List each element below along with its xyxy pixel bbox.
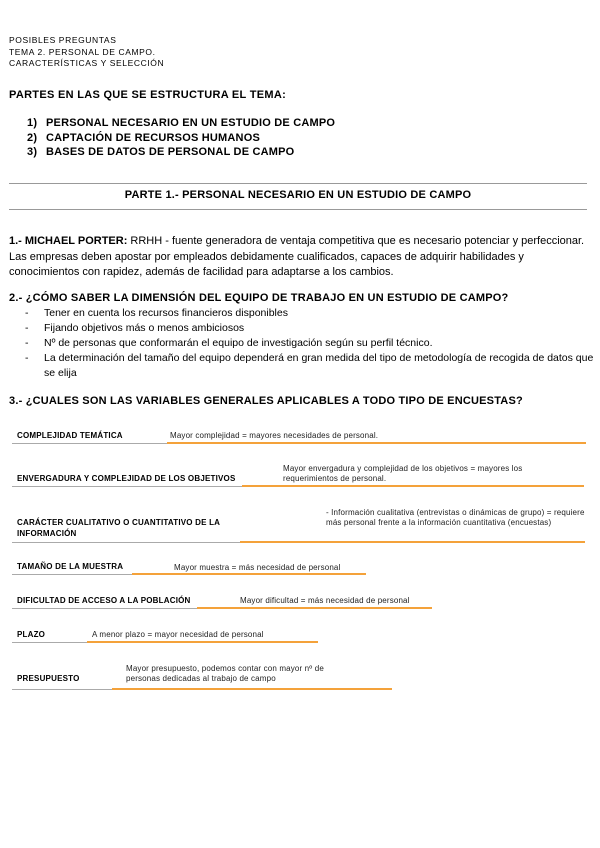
header-line: POSIBLES PREGUNTAS bbox=[9, 35, 117, 45]
divider bbox=[9, 183, 587, 184]
accent-underline bbox=[112, 688, 392, 690]
label-underline bbox=[12, 608, 197, 609]
variable-description: Mayor dificultad = más necesidad de personal bbox=[240, 596, 410, 605]
list-item: - Nº de personas que conformarán el equipo de investigación según su perfil técnico. bbox=[25, 337, 433, 349]
list-item-text: BASES DE DATOS DE PERSONAL DE CAMPO bbox=[46, 146, 295, 158]
list-item-text: Nº de personas que conformarán el equipo de investigación según su perfil técnico. bbox=[44, 337, 433, 349]
variable-description: Mayor presupuesto, podemos contar con mayor nº de personas dedicadas al trabajo de campo bbox=[126, 664, 324, 683]
accent-underline bbox=[242, 485, 584, 487]
label-underline bbox=[12, 443, 167, 444]
variable-label: COMPLEJIDAD TEMÁTICA bbox=[17, 431, 123, 440]
variable-label: TAMAÑO DE LA MUESTRA bbox=[17, 562, 124, 571]
section-heading: PARTE 1.- PERSONAL NECESARIO EN UN ESTUDIO DE CAMPO bbox=[124, 189, 472, 201]
question-heading: 3.- ¿CUALES SON LAS VARIABLES GENERALES APLICABLES A TODO TIPO DE ENCUESTAS? bbox=[9, 395, 523, 407]
accent-underline bbox=[197, 607, 432, 609]
variable-label: PLAZO bbox=[17, 630, 46, 639]
paragraph-lead: 1.- MICHAEL PORTER: bbox=[9, 235, 128, 247]
list-item-text: Fijando objetivos más o menos ambiciosos bbox=[44, 322, 245, 334]
header-line: TEMA 2. PERSONAL DE CAMPO. bbox=[9, 46, 156, 57]
variable-description: A menor plazo = mayor necesidad de personal bbox=[92, 630, 264, 639]
accent-underline bbox=[87, 641, 318, 643]
variable-description: Mayor muestra = más necesidad de personal bbox=[174, 563, 341, 572]
list-item bbox=[27, 116, 335, 131]
question-heading: 2.- ¿CÓMO SABER LA DIMENSIÓN DEL EQUIPO DE TRABAJO EN UN ESTUDIO DE CAMPO? bbox=[9, 292, 509, 304]
variable-description: Mayor envergadura y complejidad de los objetivos = mayores los requerimientos de personal. bbox=[283, 464, 523, 483]
variable-label: ENVERGADURA Y COMPLEJIDAD DE LOS OBJETIVOS bbox=[17, 474, 236, 483]
porter-paragraph bbox=[9, 234, 591, 281]
divider bbox=[9, 209, 587, 210]
label-underline bbox=[12, 542, 240, 543]
document-header bbox=[9, 35, 164, 70]
parts-title: PARTES EN LAS QUE SE ESTRUCTURA EL TEMA: bbox=[9, 89, 287, 101]
list-item-number: 1) bbox=[27, 117, 38, 129]
accent-underline bbox=[240, 541, 585, 543]
list-item-number: 3) bbox=[27, 146, 38, 158]
parts-list bbox=[27, 116, 335, 160]
list-item: - Fijando objetivos más o menos ambiciosos bbox=[25, 322, 245, 334]
list-item bbox=[27, 145, 335, 160]
variable-description: - Información cualitativa (entrevistas o dinámicas de grupo) = requiere más personal frente a la información cuantitativa (encuestas) bbox=[326, 508, 585, 527]
label-underline bbox=[12, 486, 242, 487]
paragraph-text: RRHH - fuente generadora de ventaja competitiva que es necesario potenciar y perfeccionar. Las empresas deben apostar por empleados debidamente cualificados, capaces de adquirir habilidades y conocimientos con rapidez, además de facilidad para adaptarse a los cambios. bbox=[9, 235, 585, 278]
list-item: - Tener en cuenta los recursos financieros disponibles bbox=[25, 307, 288, 319]
list-item-text: PERSONAL NECESARIO EN UN ESTUDIO DE CAMPO bbox=[46, 117, 336, 129]
label-underline bbox=[12, 574, 132, 575]
variable-label: DIFICULTAD DE ACCESO A LA POBLACIÓN bbox=[17, 596, 191, 605]
list-item-number: 2) bbox=[27, 131, 38, 144]
list-item-text: Tener en cuenta los recursos financieros disponibles bbox=[44, 307, 288, 319]
header-line: CARACTERÍSTICAS Y SELECCIÓN bbox=[9, 58, 165, 68]
list-item-text: La determinación del tamaño del equipo dependerá en gran medida del tipo de metodología de recogida de datos que se elija bbox=[44, 352, 594, 379]
variable-description: Mayor complejidad = mayores necesidades de personal. bbox=[170, 431, 379, 440]
variable-label: PRESUPUESTO bbox=[17, 674, 80, 683]
list-item: - La determinación del tamaño del equipo dependerá en gran medida del tipo de metodología de recogida de datos que se elija bbox=[25, 352, 594, 379]
label-underline bbox=[12, 642, 87, 643]
bullet-list bbox=[25, 306, 595, 381]
accent-underline bbox=[132, 573, 366, 575]
accent-underline bbox=[167, 442, 586, 444]
list-item-text: CAPTACIÓN DE RECURSOS HUMANOS bbox=[46, 131, 260, 144]
list-item bbox=[27, 131, 335, 146]
variable-label: CARÁCTER CUALITATIVO O CUANTITATIVO DE LA INFORMACIÓN bbox=[17, 518, 220, 538]
label-underline bbox=[12, 689, 112, 690]
